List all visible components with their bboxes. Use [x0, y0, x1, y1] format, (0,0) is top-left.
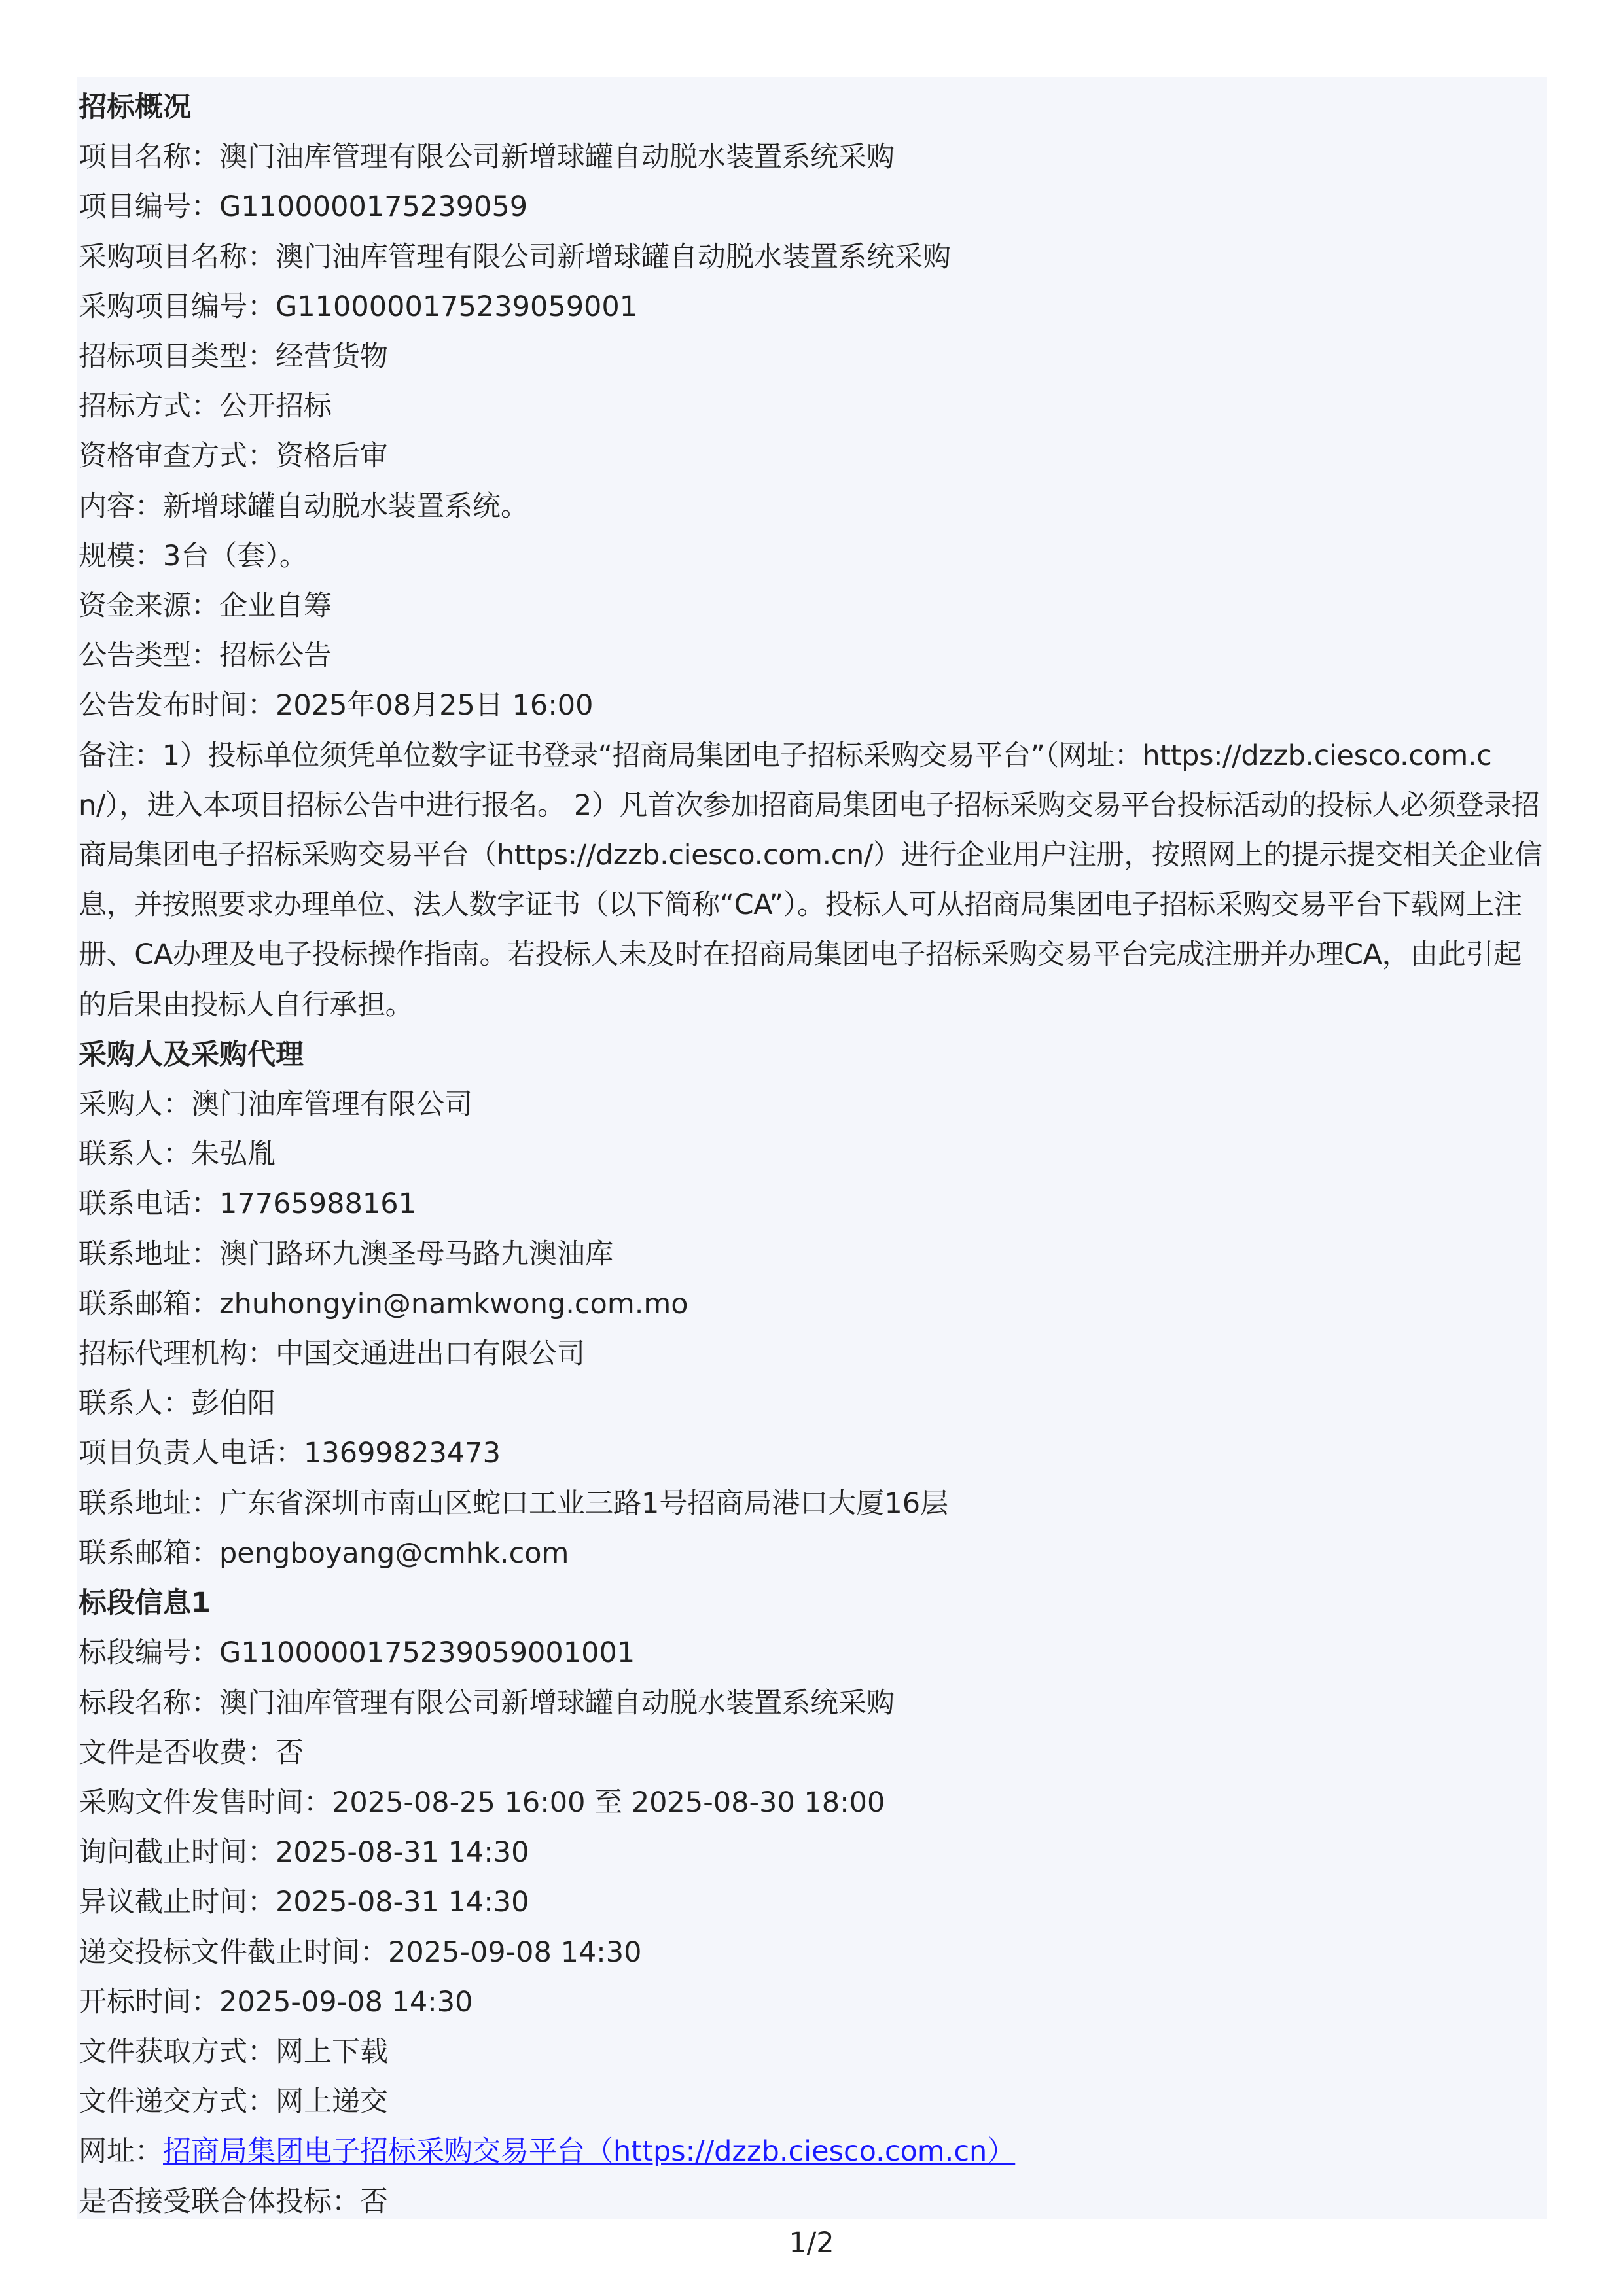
- project-manager-phone: 项目负责人电话：13699823473: [79, 1437, 501, 1470]
- agency-email: 联系邮箱：pengboyang@cmhk.com: [79, 1536, 569, 1570]
- purchase-project-number: 采购项目编号：G1100000175239059001: [79, 290, 638, 323]
- tender-agency: 招标代理机构：中国交通进出口有限公司: [79, 1337, 585, 1371]
- inquiry-deadline: 询问截止时间：2025-08-31 14:30: [79, 1836, 529, 1869]
- project-number: 项目编号：G1100000175239059: [79, 190, 528, 224]
- lot-name: 标段名称：澳门油库管理有限公司新增球罐自动脱水装置系统采购: [79, 1686, 895, 1720]
- tender-method: 招标方式：公开招标: [79, 390, 332, 423]
- funding-source: 资金来源：企业自筹: [79, 590, 332, 623]
- document-sale-time: 采购文件发售时间：2025-08-25 16:00 至 2025-08-30 18:00: [79, 1786, 885, 1819]
- objection-deadline: 异议截止时间：2025-08-31 14:30: [79, 1886, 529, 1919]
- document-acquisition-method: 文件获取方式：网上下载: [79, 2035, 388, 2068]
- document-body: [77, 77, 1547, 2219]
- consortium-bidding: 是否接受联合体投标：否: [79, 2185, 388, 2218]
- project-name: 项目名称：澳门油库管理有限公司新增球罐自动脱水装置系统采购: [79, 141, 895, 174]
- scale-line: 规模：3台（套）。: [79, 539, 308, 573]
- section-heading-lot-info: 标段信息1: [79, 1587, 211, 1620]
- purchaser-email: 联系邮箱：zhuhongyin@namkwong.com.mo: [79, 1287, 688, 1320]
- section-heading-overview: 招标概况: [79, 91, 191, 124]
- document-fee: 文件是否收费：否: [79, 1736, 304, 1769]
- section-heading-purchaser-agent: 采购人及采购代理: [79, 1038, 304, 1071]
- agency-contact: 联系人：彭伯阳: [79, 1387, 276, 1421]
- purchaser-address: 联系地址：澳门路环九澳圣母马路九澳油库: [79, 1237, 613, 1271]
- lot-number: 标段编号：G1100000175239059001001: [79, 1636, 635, 1670]
- document-submission-method: 文件递交方式：网上递交: [79, 2085, 388, 2119]
- purchaser-contact: 联系人：朱弘胤: [79, 1138, 276, 1171]
- announcement-type: 公告类型：招标公告: [79, 639, 332, 673]
- remark-paragraph: 备注：1）投标单位须凭单位数字证书登录“招商局集团电子招标采购交易平台”（网址：https://dzzb.ciesco.com.cn/），进入本项目招标公告中进行报名。 2）凡首次参加招商局集团电子招标采购交易平台投标活动的投标人必须登录招商局集团电子招标采购交易平台（https://dzzb.ciesco.com.cn/）进行企业用户注册，按照网上的提示提交相关企业信息，并按照要求办理单位、法人数字证书（以下简称“CA”）。投标人可从招商局集团电子招标采购交易平台下载网上注册、CA办理及电子投标操作指南。若投标人未及时在招商局集团电子招标采购交易平台完成注册并办理CA，由此引起的后果由投标人自行承担。: [79, 739, 1543, 1021]
- bid-submission-deadline: 递交投标文件截止时间：2025-09-08 14:30: [79, 1935, 642, 1969]
- page-number: 1/2: [789, 2227, 834, 2259]
- website-label: 网址：: [79, 2135, 163, 2168]
- website-line: [79, 2127, 1546, 2176]
- purchaser-phone: 联系电话：17765988161: [79, 1188, 416, 1221]
- agency-address: 联系地址：广东省深圳市南山区蛇口工业三路1号招商局港口大厦16层: [79, 1487, 949, 1520]
- tender-project-type: 招标项目类型：经营货物: [79, 340, 388, 374]
- platform-link[interactable]: 招商局集团电子招标采购交易平台（https://dzzb.ciesco.com.cn）: [163, 2135, 1016, 2168]
- content-line: 内容：新增球罐自动脱水装置系统。: [79, 489, 529, 523]
- bid-opening-time: 开标时间：2025-09-08 14:30: [79, 1985, 473, 2019]
- purchaser: 采购人：澳门油库管理有限公司: [79, 1088, 473, 1122]
- announcement-publish-time: 公告发布时间：2025年08月25日 16:00: [79, 689, 594, 722]
- purchase-project-name: 采购项目名称：澳门油库管理有限公司新增球罐自动脱水装置系统采购: [79, 240, 951, 274]
- qualification-review-method: 资格审查方式：资格后审: [79, 440, 388, 473]
